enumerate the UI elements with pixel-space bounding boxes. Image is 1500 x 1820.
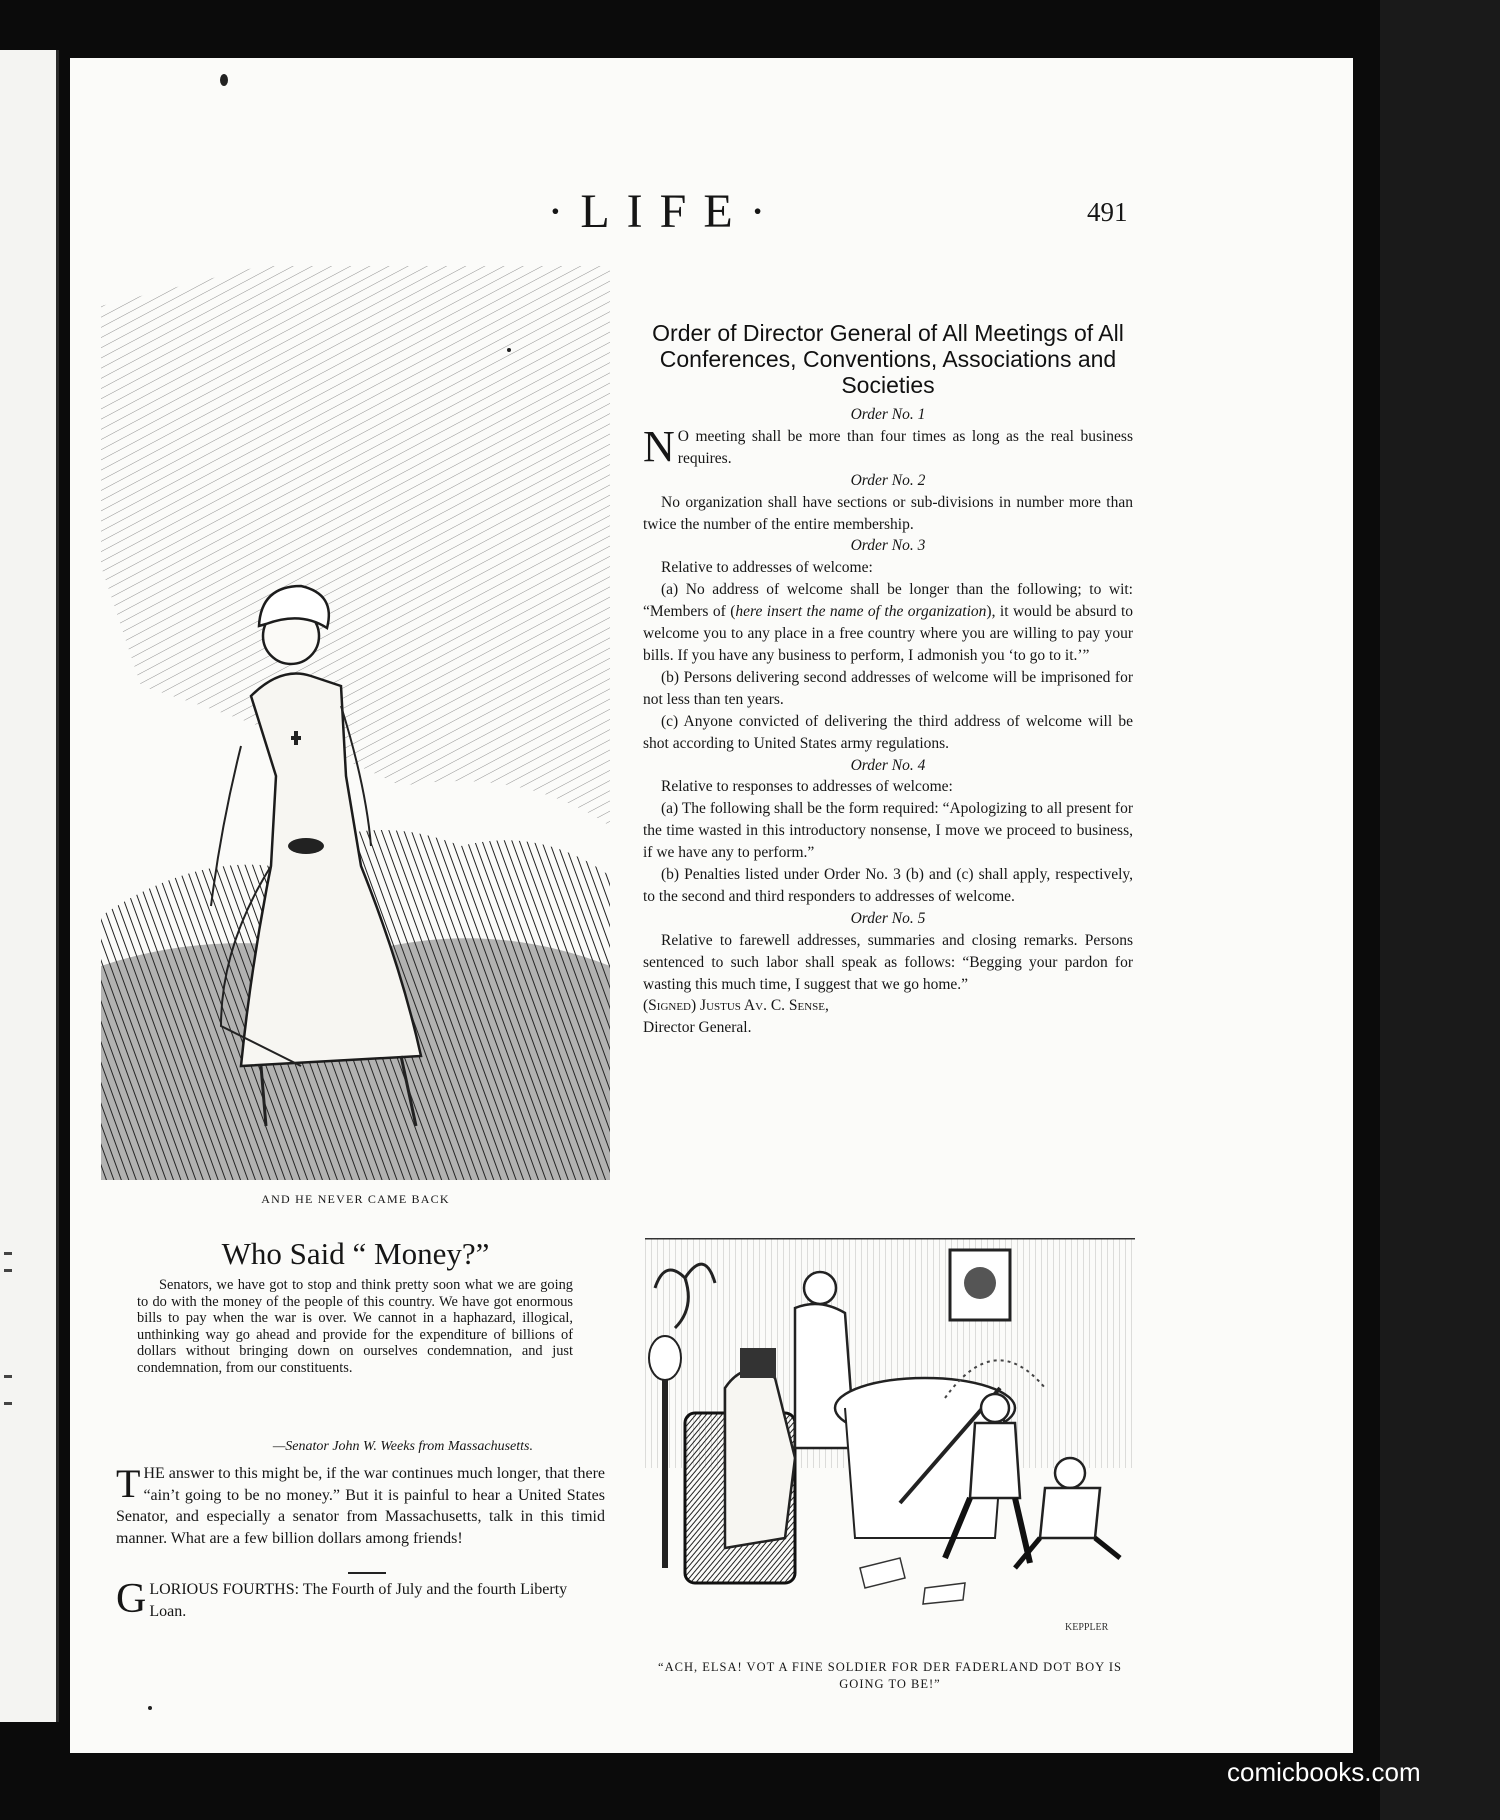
order-heading: Order No. 5 <box>850 909 926 927</box>
senator-quote: Senators, we have got to stop and think pretty soon what we are going to do with the money of the people of this country. We have got enormous bills to pay when the war is over. We cannot in a haphazard, illogical, unthinking way go ahead and provide for the expenditure of billions of dollars without bringing down on ourselves condemnation, and just condemnation, from our constituents. <box>137 1277 573 1376</box>
quote-attribution: —Senator John W. Weeks from Massachusetts. <box>272 1439 533 1454</box>
section-divider <box>348 1572 386 1574</box>
illustration-caption: AND HE NEVER CAME BACK <box>261 1192 450 1206</box>
order-5-text: Relative to farewell addresses, summaries and closing remarks. Persons sentenced to such labor shall speak as follows: “Begging your pardon for wasting this much time, I suggest that we go home.” <box>643 931 1133 993</box>
orders-headline: Order of Director General of All Meetings of All Conferences, Conventions, Associations and Societies <box>652 320 1124 398</box>
cartoon-caption: “ACH, ELSA! VOT A FINE SOLDIER FOR DER FADERLAND DOT BOY IS GOING TO BE!” <box>658 1660 1122 1691</box>
order-heading: Order No. 4 <box>850 756 926 774</box>
order-3-c: (c) Anyone convicted of delivering the third address of welcome will be shot according to United States army regulations. <box>643 712 1133 752</box>
article-title: Who Said “ Money?” <box>221 1236 490 1271</box>
order-3-a <box>643 579 1133 667</box>
order-3-b: (b) Persons delivering second addresses of welcome will be imprisoned for not less than ten years. <box>643 668 1133 708</box>
facing-page-edge <box>0 50 59 1722</box>
family-cartoon <box>645 1238 1135 1643</box>
order-3-a-end: ), it would be absurd to welcome you to any place in a free country where you are willing to pay your bills. If you have any business to perform, I admonish you ‘to go to it.’” <box>643 603 1134 664</box>
signature-title: Director General. <box>643 1019 752 1037</box>
scanner-background <box>1380 0 1500 1820</box>
order-3-a-start: (a) No address of welcome shall be longer than the following; to wit: “Members of ( <box>643 581 1133 621</box>
order-1-body: O meeting shall be more than four times as long as the real business requires. <box>677 427 1133 467</box>
order-3-intro: Relative to addresses of welcome: <box>661 559 873 577</box>
order-4-b: (b) Penalties listed under Order No. 3 (b) and (c) shall apply, respectively, to the second and third responders to addresses of welcome. <box>643 866 1133 905</box>
fourths-paragraph <box>116 1576 605 1623</box>
order-heading: Order No. 2 <box>850 471 926 489</box>
fourths-heading: LORIOUS FOURTHS: <box>149 1581 300 1598</box>
order-heading: Order No. 3 <box>850 537 926 555</box>
editorial-paragraph <box>116 1463 605 1549</box>
order-4-a: (a) The following shall be the form required: “Apologizing to all present for the time wasted in this introductory nonsense, I move we proceed to business, if we have any to perform.” <box>643 800 1133 862</box>
signature: (Signed) Justus Av. C. Sense, <box>643 997 829 1015</box>
magazine-masthead: ·LIFE· <box>547 185 783 238</box>
order-4-intro: Relative to responses to addresses of welcome: <box>661 778 953 796</box>
orders-article <box>643 404 1133 1039</box>
fourths-text: The Fourth of July and the fourth Liberty Loan. <box>149 1581 568 1620</box>
magazine-page <box>70 58 1353 1753</box>
watermark: comicbooks.com <box>1227 1757 1421 1787</box>
order-heading: Order No. 1 <box>850 406 926 423</box>
drop-cap: G <box>116 1576 147 1622</box>
editorial-text: HE answer to this might be, if the war continues much longer, that there “ain’t going to be no money.” But it is painful to hear a United States Senator, and especially a senator from Massachusetts, talk in this timid manner. What are a few billion dollars among friends! <box>116 1465 605 1547</box>
page-number: 491 <box>1087 197 1128 227</box>
order-3-a-italic: here insert the name of the organization <box>735 603 987 621</box>
drop-cap: N <box>643 421 675 471</box>
drop-cap: T <box>116 1461 141 1506</box>
order-2-text: No organization shall have sections or sub-divisions in number more than twice the number of the entire membership. <box>643 493 1133 533</box>
artist-signature: KEPPLER <box>1065 1622 1109 1633</box>
order-1-text <box>643 421 1133 471</box>
nurse-illustration <box>101 266 610 1180</box>
